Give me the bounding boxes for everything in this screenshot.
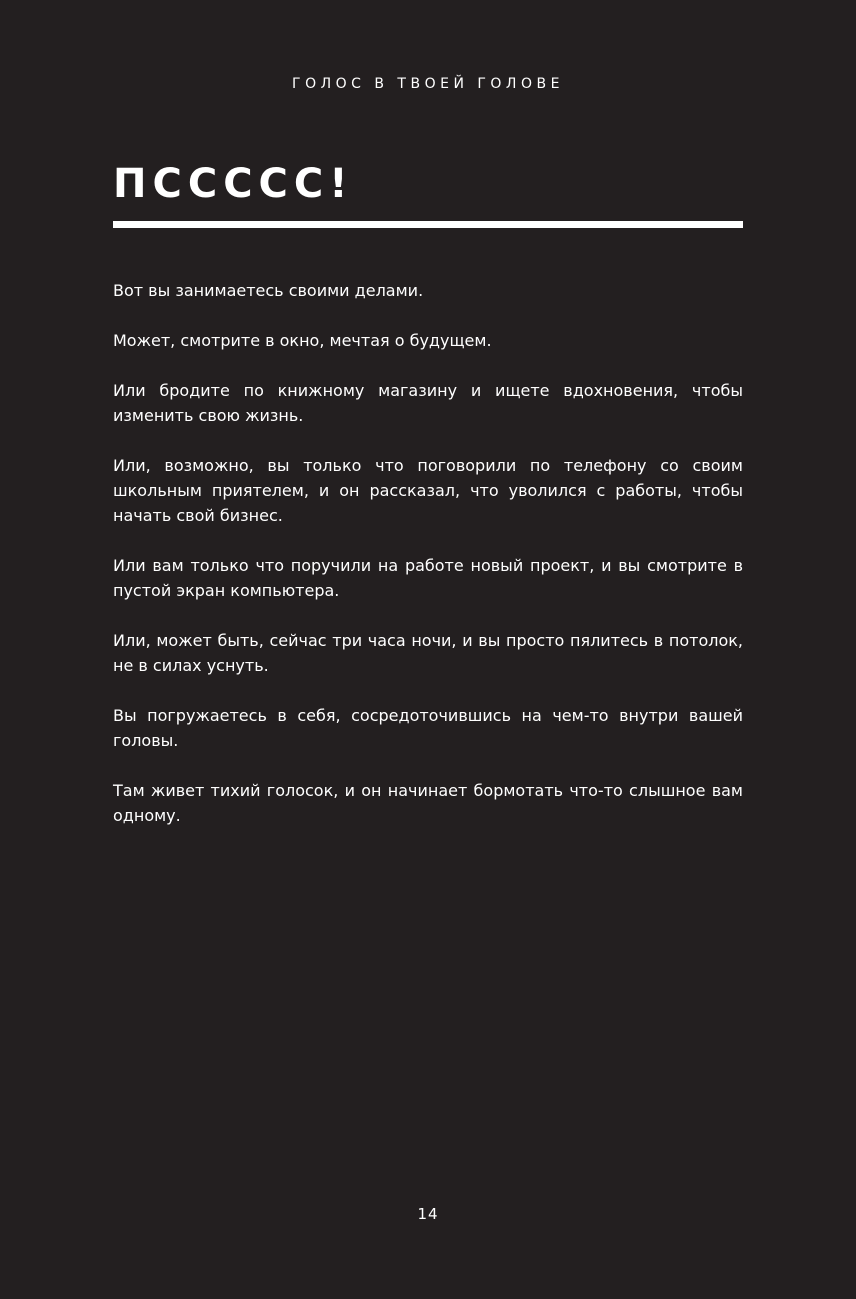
paragraph: Вот вы занимаетесь своими делами. <box>113 281 424 300</box>
body-text <box>113 278 743 853</box>
chapter-title: ПССССС! <box>113 161 354 207</box>
paragraph: Или вам только что поручили на работе новый проект, и вы смотрите в пустой экран компьютера. <box>113 556 743 600</box>
running-head: ГОЛОС В ТВОЕЙ ГОЛОВЕ <box>292 76 564 92</box>
paragraph: Вы погружаетесь в себя, сосредоточившись на чем-то внутри вашей головы. <box>113 706 743 750</box>
paragraph: Может, смотрите в окно, мечтая о будущем. <box>113 331 492 350</box>
paragraph: Там живет тихий голосок, и он начинает бормотать что-то слышное вам одному. <box>113 781 743 825</box>
paragraph: Или, может быть, сейчас три часа ночи, и вы просто пялитесь в потолок, не в силах уснуть. <box>113 631 743 675</box>
paragraph: Или бродите по книжному магазину и ищете вдохновения, чтобы изменить свою жизнь. <box>113 381 743 425</box>
title-underline <box>113 221 743 228</box>
page-number: 14 <box>417 1205 439 1223</box>
paragraph: Или, возможно, вы только что поговорили по телефону со своим школьным приятелем, и он рассказал, что уволился с работы, чтобы начать свой бизнес. <box>113 456 743 525</box>
